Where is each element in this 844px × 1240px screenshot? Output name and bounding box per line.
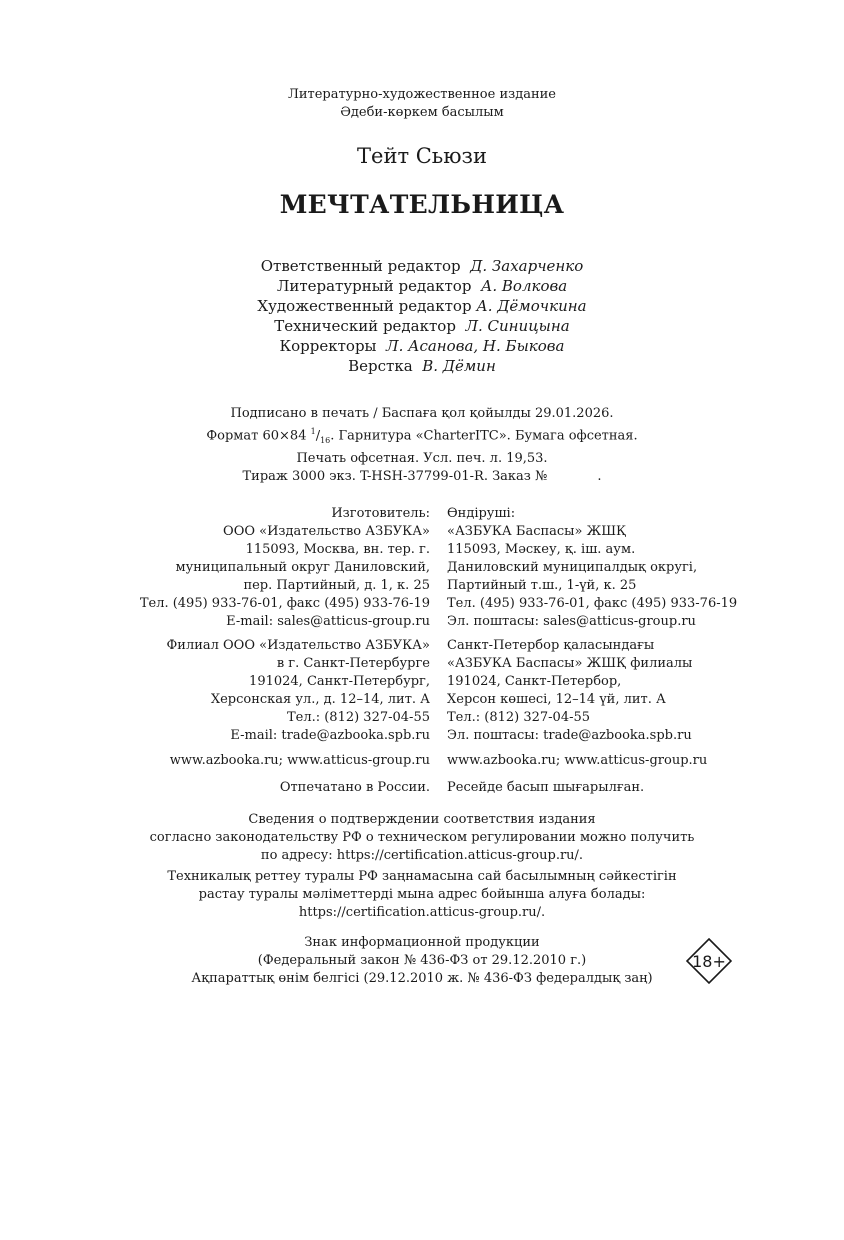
credit-name: А. Дёмочкина <box>476 297 587 315</box>
websites-kz: www.azbooka.ru; www.atticus-group.ru <box>447 753 708 768</box>
age-rating-badge <box>686 938 732 984</box>
manufacturer-ru: Изготовитель: ООО «Издательство АЗБУКА» 115093, Москва, вн. тер. г. муниципальный округ Даниловский, пер. Партийный, д. 1, к. 25 Тел. (495) 933-76-01, факс (495) 933-76-19 E-mail: sales@atticus-group.ru <box>139 506 430 629</box>
credit-name: В. Дёмин <box>422 357 496 375</box>
credit-role: Корректоры <box>279 337 377 355</box>
edition-type <box>0 86 844 122</box>
credit-line <box>0 316 844 336</box>
branch-ru: Филиал ООО «Издательство АЗБУКА» в г. Санкт-Петербурге 191024, Санкт-Петербург, Херсонская ул., д. 12–14, лит. А Тел.: (812) 327-04-55 E-mail: trade@azbooka.spb.ru <box>166 638 430 743</box>
print-type: Печать офсетная. Усл. печ. л. 19,53. <box>296 450 548 466</box>
branch-kz: Санкт-Петербор қаласындағы «АЗБУКА Баспасы» ЖШҚ филиалы 191024, Санкт-Петербор, Херсон көшесі, 12–14 үй, лит. А Тел.: (812) 327-04-55 Эл. поштасы: trade@azbooka.spb.ru <box>447 638 693 743</box>
credit-line <box>0 276 844 296</box>
edition-type-ru: Литературно-художественное издание <box>288 87 556 102</box>
credit-line <box>0 356 844 376</box>
credit-name: Л. Асанова, Н. Быкова <box>386 337 565 355</box>
credit-line <box>0 336 844 356</box>
age-rating-label: 18+ <box>692 952 726 971</box>
book-title: МЕЧТАТЕЛЬНИЦА <box>279 190 565 219</box>
credit-role: Художественный редактор <box>257 297 472 315</box>
credit-role: Технический редактор <box>274 317 456 335</box>
credit-name: Л. Синицына <box>465 317 570 335</box>
certification-ru: Сведения о подтверждении соответствия издания согласно законодательству РФ о техническом регулировании можно получить по адресу: https://certification.atticus-group.ru/. <box>149 812 695 863</box>
credit-role: Литературный редактор <box>276 277 472 295</box>
edition-type-kz: Әдеби-көркем басылым <box>340 105 504 120</box>
format-line: Формат 60×84 $^1/_{16}$. Гарнитура «CharterITC». Бумага офсетная. <box>206 427 638 445</box>
print-details <box>0 405 844 486</box>
info-sign-text: Знак информационной продукции (Федеральный закон № 436-ФЗ от 29.12.2010 г.) Ақпараттық өнім белгісі (29.12.2010 ж. № 436-ФЗ федералдық заң) <box>191 935 653 986</box>
credit-line <box>0 256 844 276</box>
manufacturer-kz: Өндіруші: «АЗБУКА Баспасы» ЖШҚ 115093, Мәскеу, қ. іш. аум. Даниловский муниципалдық округі, Партийный т.ш., 1-үй, к. 25 Тел. (495) 933-76-01, факс (495) 933-76-19 Эл. поштасы: sales@atticus-group.ru <box>447 506 738 629</box>
credit-name: Д. Захарченко <box>470 257 584 275</box>
credits-list <box>0 256 844 376</box>
printed-in-ru: Отпечатано в России. <box>279 780 430 795</box>
author-name: Тейт Сьюзи <box>357 144 487 168</box>
credit-line <box>0 296 844 316</box>
credit-role: Верстка <box>348 357 413 375</box>
certification-kz: Техникалық реттеу туралы РФ заңнамасына сай басылымның сәйкестігін растау туралы мәліметтерді мына адрес бойынша алуға болады: https://certification.atticus-group.ru/. <box>167 869 677 920</box>
printed-in-kz: Ресейде басып шығарылған. <box>447 780 645 795</box>
credit-name: А. Волкова <box>481 277 568 295</box>
print-run: Тираж 3000 экз. T-HSH-37799-01-R. Заказ № . <box>242 468 602 484</box>
websites-ru: www.azbooka.ru; www.atticus-group.ru <box>169 753 430 768</box>
signed-date: Подписано в печать / Баспаға қол қойылды 29.01.2026. <box>230 406 614 421</box>
credit-role: Ответственный редактор <box>260 257 461 275</box>
